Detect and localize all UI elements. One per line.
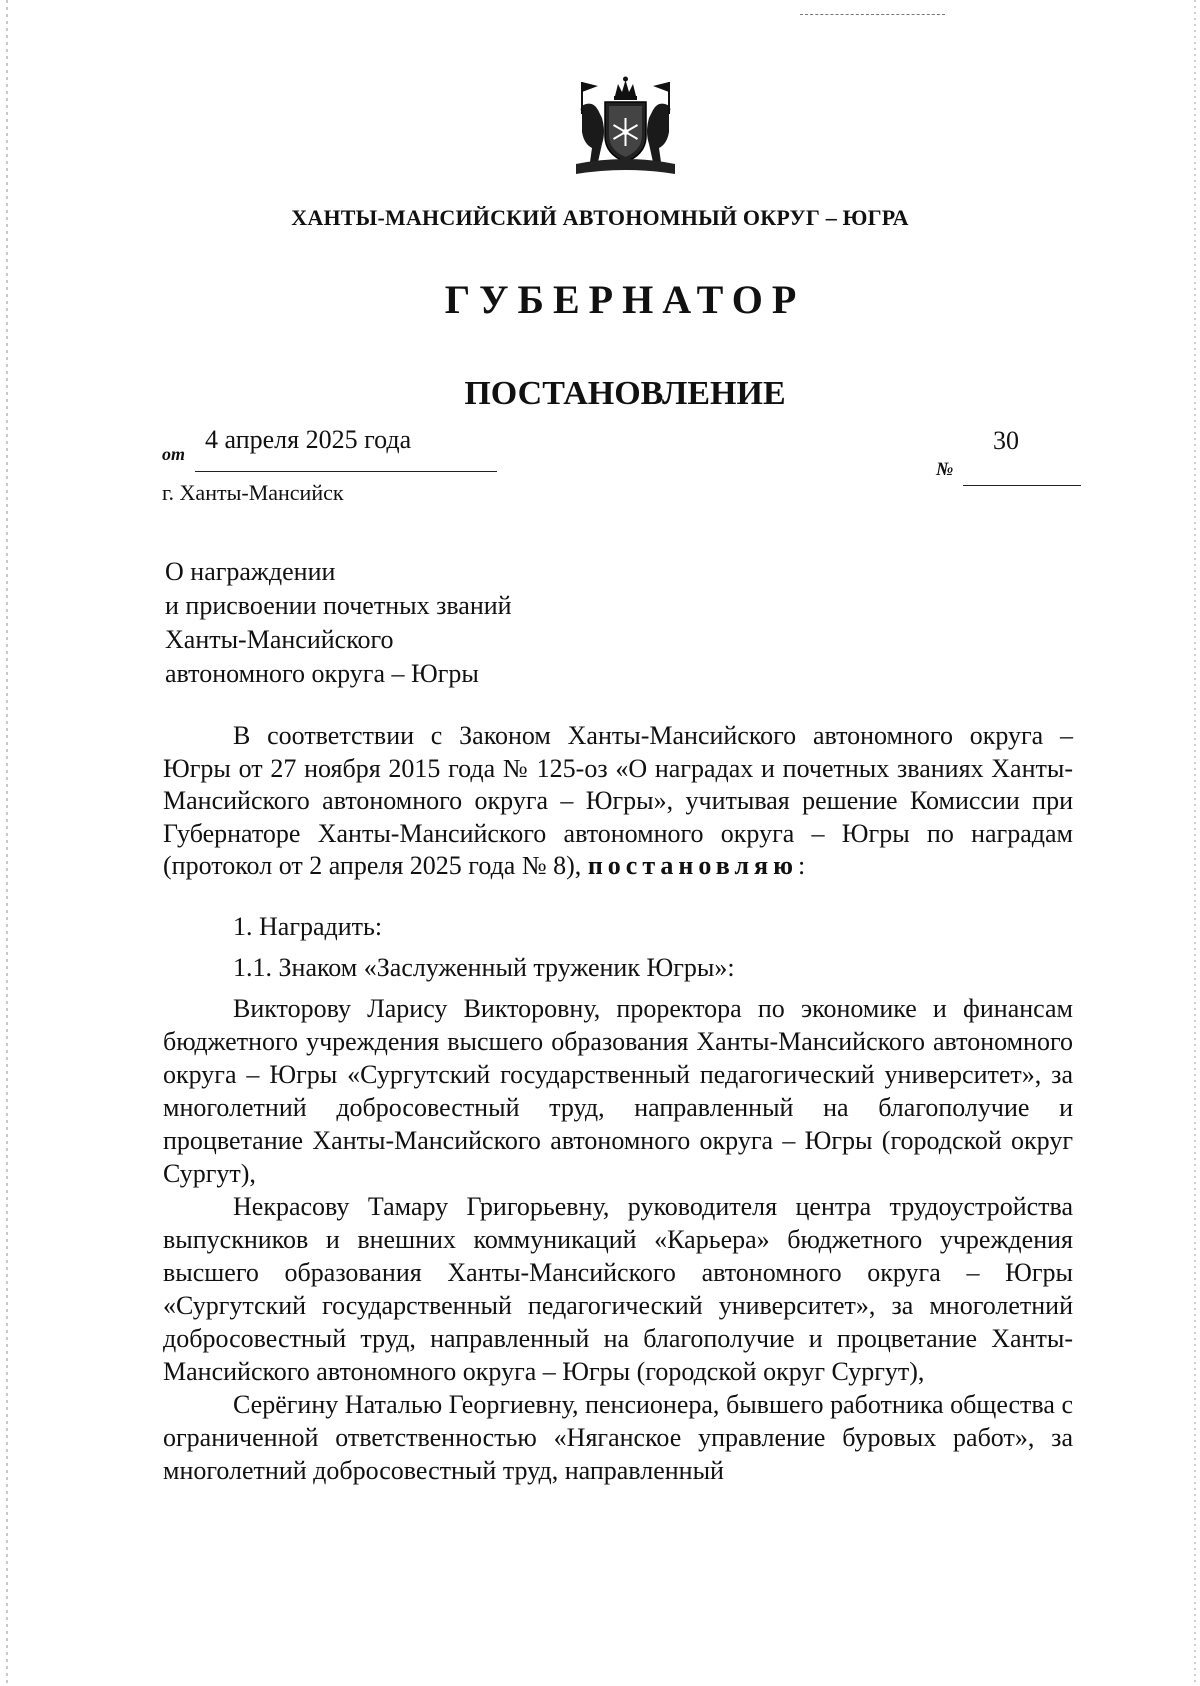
awardee-paragraph: Викторову Ларису Викторовну, проректора по экономике и финансам бюджетного учреждения высшего образования Ханты-Мансийского автономного округа – Югры «Сургутский государственный педагогический университет», за многолетний добросовестный труд, направленный на благополучие и процветание Ханты-Мансийского автономного округа – Югры (городской округ Сургут),	[163, 994, 1073, 1188]
document-type: ПОСТАНОВЛЕНИЕ	[464, 375, 786, 412]
subject-line: Ханты-Мансийского	[165, 625, 394, 654]
decree-word: постановляю	[587, 851, 798, 881]
city-name: г. Ханты-Мансийск	[162, 480, 344, 505]
decree-items	[163, 910, 1073, 1487]
coat-of-arms-icon	[568, 74, 683, 179]
authority-title: ГУБЕРНАТОР	[444, 277, 806, 322]
document-subject	[165, 555, 512, 691]
preamble-paragraph	[163, 720, 1073, 883]
document-date: 4 апреля 2025 года	[205, 425, 412, 454]
subject-line: автономного округа – Югры	[165, 659, 479, 688]
item-1: 1. Наградить:	[233, 912, 383, 941]
date-prefix: от	[162, 444, 186, 464]
scan-edge-right	[1194, 0, 1196, 1686]
awardee-paragraph: Некрасову Тамару Григорьевну, руководителя центра трудоустройства выпускников и внешних коммуникаций «Карьера» бюджетного учреждения высшего образования Ханты-Мансийского автономного округа – Югры «Сургутский государственный педагогический университет», за многолетний добросовестный труд, направленный на благополучие и процветание Ханты-Мансийского автономного округа – Югры (городской округ Сургут),	[163, 1192, 1073, 1386]
scan-edge-left	[6, 0, 8, 1686]
preamble	[163, 720, 1073, 883]
date-underline	[195, 471, 497, 472]
region-name: ХАНТЫ-МАНСИЙСКИЙ АВТОНОМНЫЙ ОКРУГ – ЮГРА	[291, 205, 909, 230]
decree-colon: :	[797, 851, 806, 881]
subject-line: О награждении	[165, 557, 336, 586]
subject-line: и присвоении почетных званий	[165, 591, 512, 620]
document-number: 30	[993, 426, 1019, 455]
number-underline	[963, 485, 1081, 486]
item-1-1: 1.1. Знаком «Заслуженный труженик Югры»:	[233, 953, 735, 982]
number-sign: №	[936, 459, 954, 480]
awardee-paragraph: Серёгину Наталью Георгиевну, пенсионера, бывшего работника общества с ограниченной ответственностью «Няганское управление буровых работ», за многолетний добросовестный труд, направленный	[163, 1390, 1073, 1485]
preamble-text: В соответствии с Законом Ханты-Мансийского автономного округа – Югры от 27 ноября 2015 года № 125-оз «О наградах и почетных званиях Ханты-Мансийского автономного округа – Югры», учитывая решение Комиссии при Губернаторе Ханты-Мансийского автономного округа – Югры по наградам (протокол от 2 апреля 2025 года № 8),	[163, 721, 1073, 881]
scan-top-mark	[800, 14, 945, 15]
